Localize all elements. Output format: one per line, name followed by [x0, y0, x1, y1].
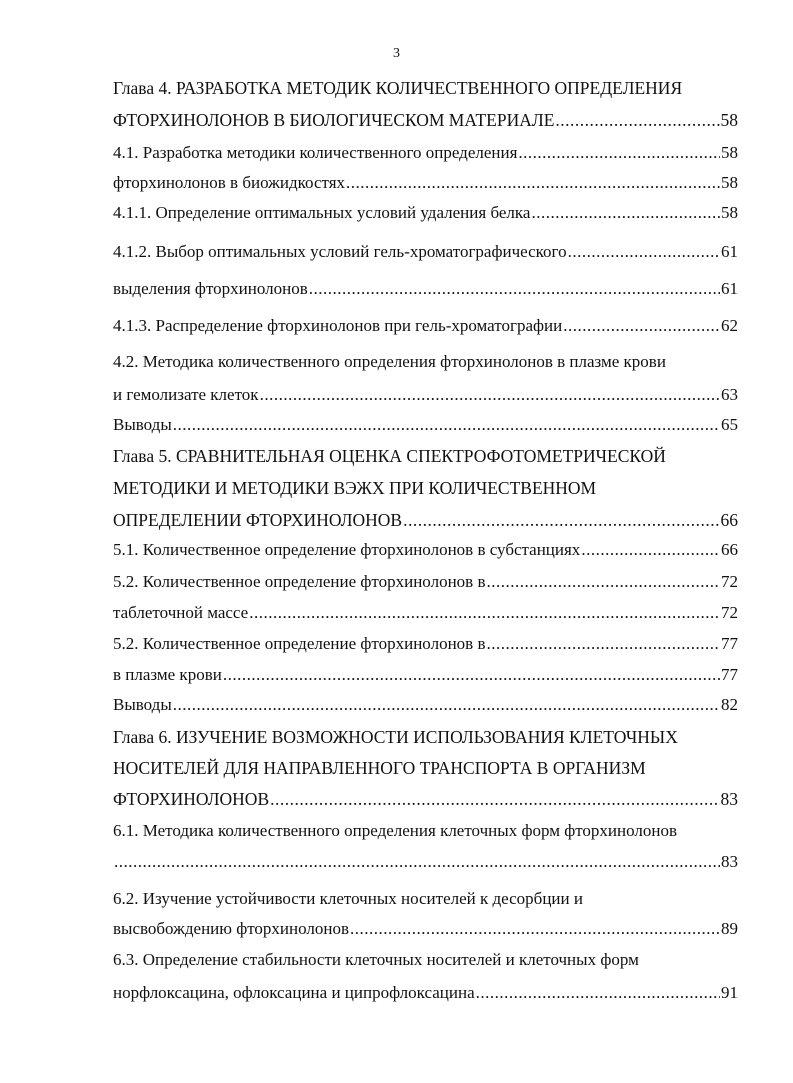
toc-line-chapter-5: ОПРЕДЕЛЕНИИ ФТОРХИНОЛОНОВ ..... 66 [113, 508, 738, 532]
toc-line-6-3: 6.3. Определение стабильности клеточных носителей и клеточных форм [113, 950, 639, 969]
toc-line-4-1: 4.1. Разработка методики количественного определения ..... 58 [113, 141, 738, 165]
dot-leader [249, 601, 720, 625]
toc-line-6-2: 6.2. Изучение устойчивости клеточных носителей к десорбции и [113, 889, 583, 908]
toc-line-5-3-cont: в плазме крови ..... 77 [113, 663, 738, 687]
dot-leader [476, 981, 720, 1005]
toc-line-4-1-2-cont: выделения фторхинолонов ..... 61 [113, 277, 738, 301]
dot-leader [568, 240, 720, 264]
dot-leader [346, 171, 720, 195]
toc-line-chapter-5-title: Глава 5. СРАВНИТЕЛЬНАЯ ОЦЕНКА СПЕКТРОФОТОМЕТРИЧЕСКОЙ [113, 446, 666, 466]
dot-leader [581, 538, 720, 562]
dot-leader [518, 141, 720, 165]
dot-leader [350, 917, 720, 941]
toc-line-4-1-3: 4.1.3. Распределение фторхинолонов при гель-хроматографии ..... 62 [113, 314, 738, 338]
dot-leader [403, 508, 719, 532]
toc-line-4-1-cont: фторхинолонов в биожидкостях ..... 58 [113, 171, 738, 195]
toc-line-conclusions-5: Выводы ..... 82 [113, 693, 738, 717]
toc-line-chapter-4-title: Глава 4. РАЗРАБОТКА МЕТОДИК КОЛИЧЕСТВЕННОГО ОПРЕДЕЛЕНИЯ [113, 78, 683, 98]
toc-line-5-3: 5.2. Количественное определение фторхинолонов в ..... 77 [113, 632, 738, 656]
dot-leader [114, 850, 720, 874]
dot-leader [173, 693, 720, 717]
dot-leader [270, 787, 719, 811]
toc-line-conclusions-4: Выводы ..... 65 [113, 413, 738, 437]
dot-leader [563, 314, 720, 338]
dot-leader [486, 570, 720, 594]
toc-line-5-1: 5.1. Количественное определение фторхинолонов в субстанциях ..... 66 [113, 538, 738, 562]
dot-leader [531, 201, 720, 225]
toc-line-chapter-4: ФТОРХИНОЛОНОВ В БИОЛОГИЧЕСКОМ МАТЕРИАЛЕ ..... 58 [113, 108, 738, 132]
dot-leader [260, 383, 720, 407]
toc-line-5-2-cont: таблеточной массе ..... 72 [113, 601, 738, 625]
dot-leader [555, 108, 719, 132]
dot-leader [486, 632, 720, 656]
dot-leader [223, 663, 720, 687]
toc-line-chapter-6: ФТОРХИНОЛОНОВ ..... 83 [113, 787, 738, 811]
page-number: 3 [393, 46, 400, 61]
toc-line-6-3-cont: норфлоксацина, офлоксацина и ципрофлоксацина ..... 91 [113, 981, 738, 1005]
dot-leader [309, 277, 720, 301]
toc-line-chapter-6-title-2: НОСИТЕЛЕЙ ДЛЯ НАПРАВЛЕННОГО ТРАНСПОРТА В ОРГАНИЗМ [113, 758, 646, 778]
dot-leader [173, 413, 720, 437]
toc-line-4-2: 4.2. Методика количественного определения фторхинолонов в плазме крови [113, 352, 666, 371]
toc-line-5-2: 5.2. Количественное определение фторхинолонов в ..... 72 [113, 570, 738, 594]
toc-line-6-1: 6.1. Методика количественного определения клеточных форм фторхинолонов [113, 821, 678, 840]
toc-line-4-2-cont: и гемолизате клеток ..... 63 [113, 383, 738, 407]
toc-line-4-1-1: 4.1.1. Определение оптимальных условий удаления белка ..... 58 [113, 201, 738, 225]
toc-line-chapter-6-title: Глава 6. ИЗУЧЕНИЕ ВОЗМОЖНОСТИ ИСПОЛЬЗОВАНИЯ КЛЕТОЧНЫХ [113, 727, 678, 747]
toc-line-4-1-2: 4.1.2. Выбор оптимальных условий гель-хроматографического ..... 61 [113, 240, 738, 264]
toc-line-6-2-cont: высвобождению фторхинолонов ..... 89 [113, 917, 738, 941]
toc-line-6-1-cont: ..... 83 [113, 850, 738, 874]
toc-line-chapter-5-title-2: МЕТОДИКИ И МЕТОДИКИ ВЭЖХ ПРИ КОЛИЧЕСТВЕННОМ [113, 478, 597, 498]
